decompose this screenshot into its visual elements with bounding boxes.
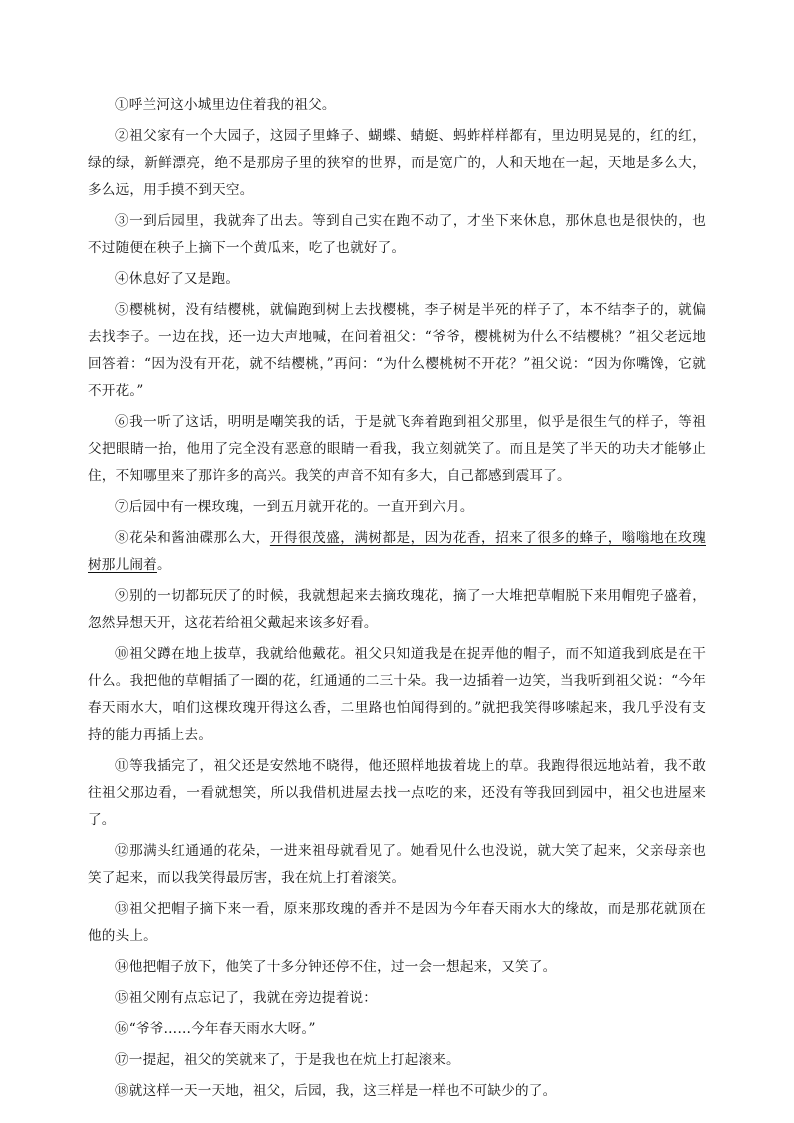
paragraph-text: ⑱就这样一天一天地，祖父，后园，我，这三样是一样也不可缺少的了。 — [115, 1083, 557, 1099]
paragraph — [88, 985, 706, 1012]
paragraph-text: ④休息好了又是跑。 — [115, 271, 240, 287]
paragraph — [88, 92, 706, 119]
article-body — [88, 92, 706, 1105]
paragraph — [88, 838, 706, 892]
paragraph-text: ⑩祖父蹲在地上拔草，我就给他戴花。祖父只知道我是在捉弄他的帽子，而不知道我到底是在干什么。我把他的草帽插了一圈的花，红通通的二三十朵。我一边插着一边笑，当我听到祖父说：“今年春天雨水大，咱们这棵玫瑰开得这么香，二里路也怕闻得到的。”就把我笑得哆嗦起来，我几乎没有支持的能力再插上去。 — [88, 646, 706, 743]
paragraph-text: ⑭他把帽子放下，他笑了十多分钟还停不住，过一会一想起来，又笑了。 — [115, 959, 557, 975]
paragraph-text: ⑧花朵和酱油碟那么大， — [115, 530, 270, 546]
paragraph — [88, 641, 706, 749]
paragraph-text: ⑥我一听了这话，明明是嘲笑我的话，于是就飞奔着跑到祖父那里，似乎是很生气的样子，等祖父把眼睛一抬，他用了完全没有恶意的眼睛一看我，我立刻就笑了。而且是笑了半天的功夫才能够止住，不知哪里来了那许多的高兴。我笑的声音不知有多大，自己都感到震耳了。 — [88, 414, 706, 484]
paragraph — [88, 525, 706, 579]
paragraph-text: ⑫那满头红通通的花朵，一进来祖母就看见了。她看见什么也没说，就大笑了起来，父亲母亲也笑了起来，而以我笑得最厉害，我在炕上打着滚笑。 — [88, 843, 706, 886]
paragraph-text: ⑬祖父把帽子摘下来一看，原来那玫瑰的香并不是因为今年春天雨水大的缘故，而是那花就顶在他的头上。 — [88, 901, 706, 944]
underlined-sentence: 开得很茂盛，满树都是，因为花香，招来了很多的蜂子，嗡嗡地在玫瑰树那儿闹着 — [88, 530, 706, 573]
paragraph — [88, 753, 706, 834]
paragraph-text: ⑯“爷爷……今年春天雨水大呀。” — [115, 1021, 316, 1037]
paragraph — [88, 123, 706, 204]
paragraph — [88, 583, 706, 637]
paragraph — [88, 1016, 706, 1043]
paragraph-text: ②祖父家有一个大园子，这园子里蜂子、蝴蝶、蜻蜓、蚂蚱样样都有，里边明晃晃的，红的红，绿的绿，新鲜漂亮，绝不是那房子里的狭窄的世界，而是宽广的，人和天地在一起，天地是多么大，多么远，用手摸不到天空。 — [88, 128, 706, 198]
paragraph — [88, 896, 706, 950]
paragraph — [88, 1047, 706, 1074]
paragraph — [88, 954, 706, 981]
paragraph-text: ①呼兰河这小城里边住着我的祖父。 — [115, 97, 336, 113]
paragraph-text: ⑦后园中有一棵玫瑰，一到五月就开花的。一直开到六月。 — [115, 499, 474, 515]
paragraph — [88, 1078, 706, 1105]
paragraph — [88, 297, 706, 405]
paragraph-text: ⑨别的一切都玩厌了的时候，我就想起来去摘玫瑰花，摘了一大堆把草帽脱下来用帽兜子盛着，忽然异想天开，这花若给祖父戴起来该多好看。 — [88, 588, 706, 631]
paragraph-text: 。 — [156, 557, 171, 573]
paragraph — [88, 409, 706, 490]
paragraph-text: ⑮祖父刚有点忘记了，我就在旁边提着说： — [115, 990, 378, 1006]
paragraph-text: ③一到后园里，我就奔了出去。等到自己实在跑不动了，才坐下来休息，那休息也是很快的，也不过随便在秧子上摘下一个黄瓜来，吃了也就好了。 — [88, 213, 706, 256]
paragraph-text: ⑤樱桃树，没有结樱桃，就偏跑到树上去找樱桃，李子树是半死的样子了，本不结李子的，就偏去找李子。一边在找，还一边大声地喊，在问着祖父：“爷爷，樱桃树为什么不结樱桃？”祖父老远地回答着：“因为没有开花，就不结樱桃，”再问：“为什么樱桃树不开花？”祖父说：“因为你嘴馋，它就不开花。” — [88, 302, 706, 399]
paragraph-text: ⑪等我插完了，祖父还是安然地不晓得，他还照样地拔着垅上的草。我跑得很远地站着，我不敢往祖父那边看，一看就想笑，所以我借机进屋去找一点吃的来，还没有等我回到园中，祖父也进屋来了。 — [88, 758, 706, 828]
paragraph — [88, 494, 706, 521]
paragraph-text: ⑰一提起，祖父的笑就来了，于是我也在炕上打起滚来。 — [115, 1052, 460, 1068]
paragraph — [88, 208, 706, 262]
paragraph — [88, 266, 706, 293]
